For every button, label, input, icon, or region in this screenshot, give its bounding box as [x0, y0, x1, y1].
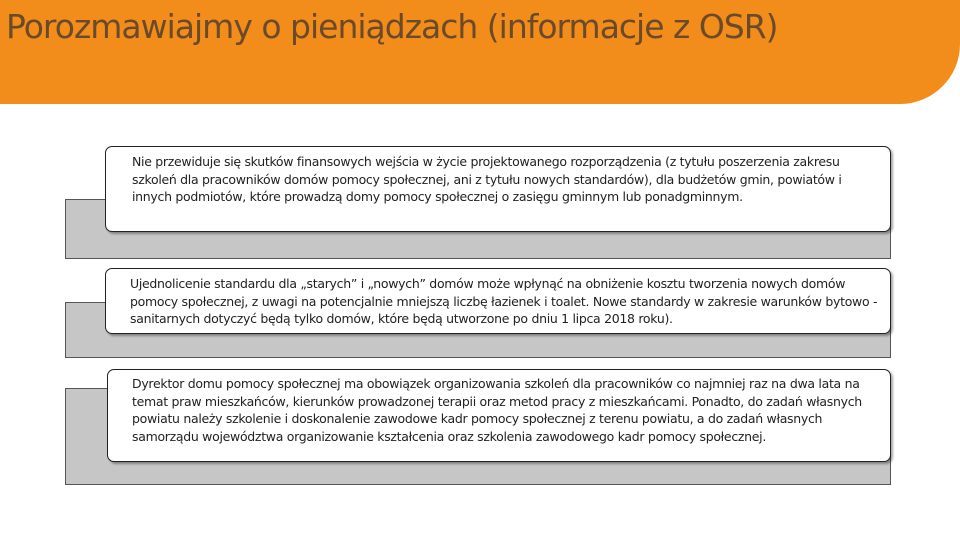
info-card-text: Ujednolicenie standardu dla „starych” i „nowych” domów może wpłynąć na obniżenie kosztu tworzenia nowych domów pomocy społecznej, z uwagi na potencjalnie mniejszą liczbę łazienek i toalet. Nowe standardy w zakresie warunków bytowo - sanitarnych dotyczyć będą tylko domów, które będą utworzone po dniu 1 lipca 2018 roku).: [130, 276, 878, 326]
info-card-funding: [105, 146, 891, 232]
info-card-text: Nie przewiduje się skutków finansowych wejścia w życie projektowanego rozporządzenia (z tytułu poszerzenia zakresu szkoleń dla pracowników domów pomocy społecznej, ani z tytułu nowych standardów), dla budżetów gmin, powiatów i innych podmiotów, które prowadzą domy pomocy społecznej o zasięgu gminnym lub ponadgminnym.: [132, 154, 842, 204]
info-card-training: [107, 369, 891, 462]
info-card-standards: [105, 268, 891, 334]
info-card-text: Dyrektor domu pomocy społecznej ma obowiązek organizowania szkoleń dla pracowników co najmniej raz na dwa lata na temat praw mieszkańców, kierunków prowadzonej terapii oraz metod pracy z mieszkańcami. Ponadto, do zadań własnych powiatu należy szkolenie i doskonalenie zawodowe kadr pomocy społecznej z terenu powiatu, a do zadań własnych samorządu województwa organizowanie kształcenia oraz szkolenia zawodowego kadr pomocy społecznej.: [132, 376, 862, 444]
page-title: Porozmawiajmy o pieniądzach (informacje z OSR): [6, 7, 778, 46]
